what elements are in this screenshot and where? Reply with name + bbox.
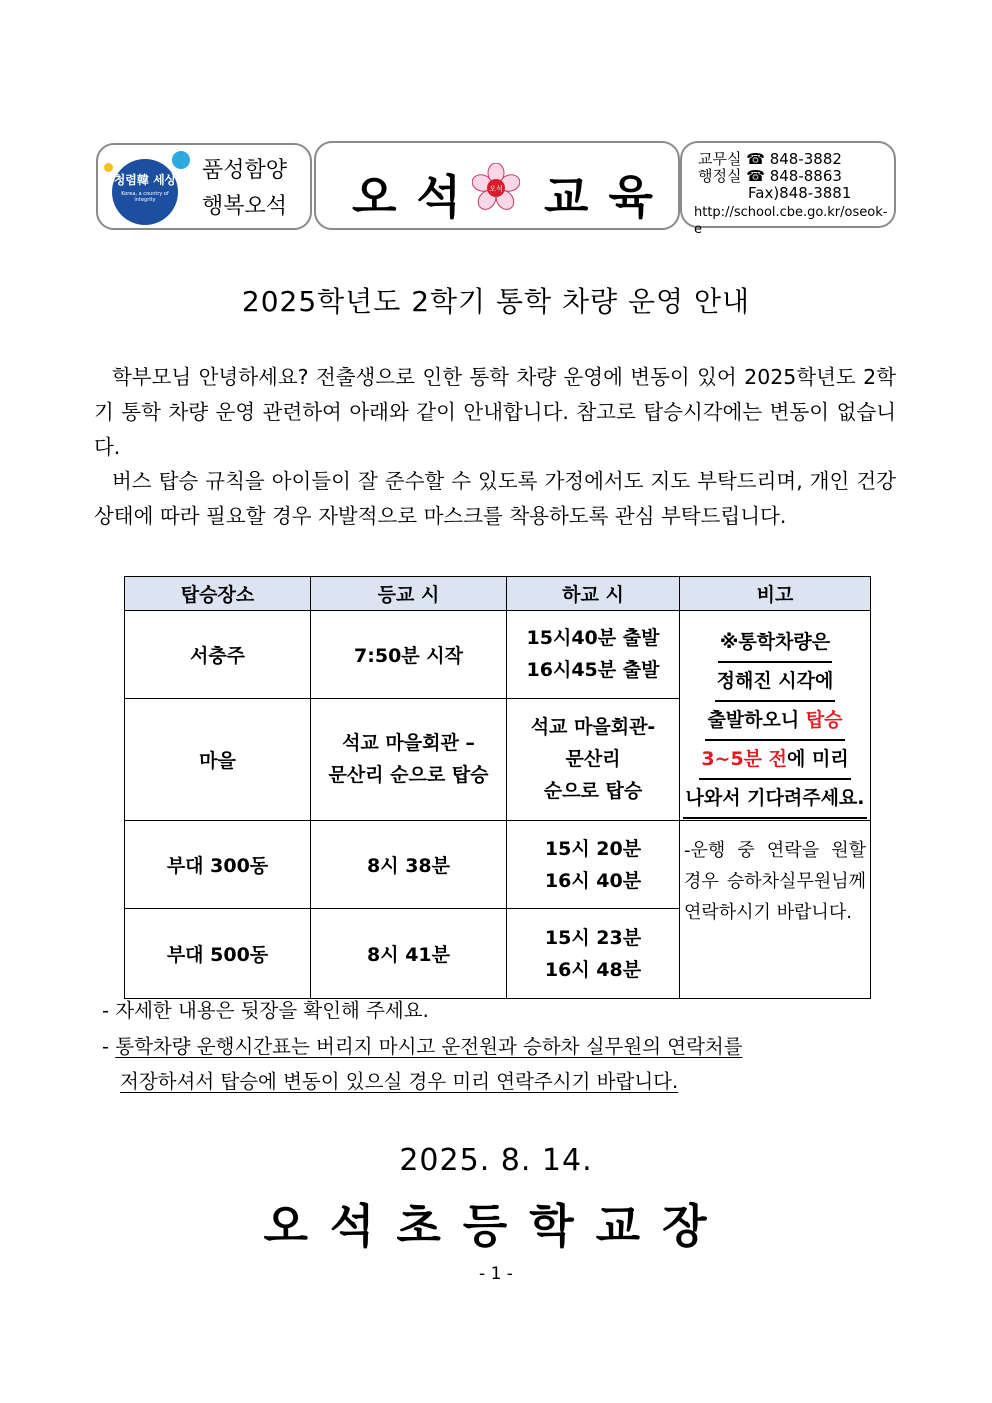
table-header-row xyxy=(125,577,871,611)
emblem-text: 오석 xyxy=(489,185,503,193)
afternoon-time-1: 15시40분 출발 xyxy=(526,627,660,650)
morning-cell xyxy=(311,698,507,821)
header-title-part2: 교 육 xyxy=(544,170,655,224)
logo-dot-blue xyxy=(172,151,190,169)
afternoon-cell xyxy=(507,909,680,999)
header-place: 탑승장소 xyxy=(125,577,311,611)
table-row xyxy=(125,611,871,699)
note-line3-highlight: 탑승 xyxy=(805,709,843,731)
note-line4 xyxy=(699,743,850,780)
page-number: - 1 - xyxy=(479,1264,513,1284)
afternoon-time-2: 16시 48분 xyxy=(544,958,642,981)
contact-url[interactable]: http://school.cbe.go.kr/oseok-e xyxy=(694,205,888,237)
afternoon-time-1: 15시 23분 xyxy=(544,926,642,949)
note-line3 xyxy=(705,704,844,741)
motto-line1: 품성함양 xyxy=(202,158,288,183)
place-cell: 마을 xyxy=(125,698,311,821)
place-cell: 부대 300동 xyxy=(125,821,311,909)
afternoon-route-2: 문산리 xyxy=(565,748,621,771)
morning-route-1: 석교 마을회관 – xyxy=(342,732,475,755)
header-title-part1: 오 석 xyxy=(352,170,463,224)
header-contact-box xyxy=(680,141,896,237)
note-line5: 나와서 기다려주세요. xyxy=(683,782,866,819)
school-emblem-icon xyxy=(472,163,520,211)
footer-note-1: - 자세한 내용은 뒷장을 확인해 주세요. xyxy=(102,999,429,1022)
intro-paragraph: 학부모님 안녕하세요? 전출생으로 인한 통학 차량 운영에 변동이 있어 2025학년도 2학기 통학 차량 운영 관련하여 아래와 같이 안내합니다. 참고로 탑승시각에는 변동이 없습니다. xyxy=(94,365,896,459)
logo-text: 청렴韓 세상 xyxy=(113,173,177,187)
contact-fax: Fax)848-3881 xyxy=(748,184,852,202)
morning-route-2: 문산리 순으로 탑승 xyxy=(328,764,489,787)
header-note: 비고 xyxy=(680,577,871,611)
principal-signature: 오석초등학교장 xyxy=(263,1199,729,1253)
afternoon-cell xyxy=(507,698,680,821)
note-line4-text: 에 미리 xyxy=(787,748,849,770)
motto-line2: 행복오석 xyxy=(202,194,288,219)
logo-subtext: Korea, a country of integrity xyxy=(121,191,169,203)
afternoon-route-1: 석교 마을회관- xyxy=(530,716,656,739)
place-cell: 부대 500동 xyxy=(125,909,311,999)
header-morning: 등교 시 xyxy=(311,577,507,611)
page-title: 2025학년도 2학기 통학 차량 운영 안내 xyxy=(241,285,751,318)
afternoon-cell xyxy=(507,611,680,699)
header-afternoon: 하교 시 xyxy=(507,577,680,611)
note-cell-main xyxy=(680,611,871,821)
afternoon-time-2: 16시45분 출발 xyxy=(526,659,660,682)
afternoon-route-3: 순으로 탑승 xyxy=(543,780,643,803)
note-line2: 정해진 시각에 xyxy=(715,665,836,702)
afternoon-time-1: 15시 20분 xyxy=(544,837,642,860)
note-line4-highlight: 3~5분 전 xyxy=(701,748,787,770)
footer-note-2-prefix: - xyxy=(102,1035,116,1058)
note-line3-text: 출발하오니 xyxy=(707,709,806,731)
afternoon-time-2: 16시 40분 xyxy=(544,869,642,892)
morning-cell: 7:50분 시작 xyxy=(311,611,507,699)
morning-cell: 8시 38분 xyxy=(311,821,507,909)
note-line1: ※통학차량은 xyxy=(718,626,832,663)
footer-note-2-line2: 저장하셔서 탑승에 변동이 있으실 경우 미리 연락주시기 바랍니다. xyxy=(120,1070,679,1093)
contact-note: -운행 중 연락을 원할 경우 승하차실무원님께 연락하시기 바랍니다. xyxy=(684,840,866,923)
integrity-logo xyxy=(112,159,178,225)
footer-note-2 xyxy=(102,1032,743,1062)
bus-schedule-table xyxy=(124,576,871,999)
morning-cell: 8시 41분 xyxy=(311,909,507,999)
table-row xyxy=(125,821,871,909)
logo-dot-yellow xyxy=(104,163,113,172)
contact-line2: 행정실 ☎ 848-8863 xyxy=(698,167,842,185)
footer-note-2-line1: 통학차량 운행시간표는 버리지 마시고 운전원과 승하차 실무원의 연락처를 xyxy=(115,1035,743,1058)
header-motto-box xyxy=(96,143,312,230)
document-date: 2025. 8. 14. xyxy=(399,1143,593,1178)
contact-line1: 교무실 ☎ 848-3882 xyxy=(698,150,842,168)
place-cell: 서충주 xyxy=(125,611,311,699)
afternoon-cell xyxy=(507,821,680,909)
note-cell-contact xyxy=(680,821,871,999)
rules-paragraph: 버스 탑승 규칙을 아이들이 잘 준수할 수 있도록 가정에서도 지도 부탁드리며, 개인 건강 상태에 따라 필요할 경우 자발적으로 마스크를 착용하도록 관심 부탁드립니다. xyxy=(94,469,896,528)
header-title-box xyxy=(314,141,680,230)
